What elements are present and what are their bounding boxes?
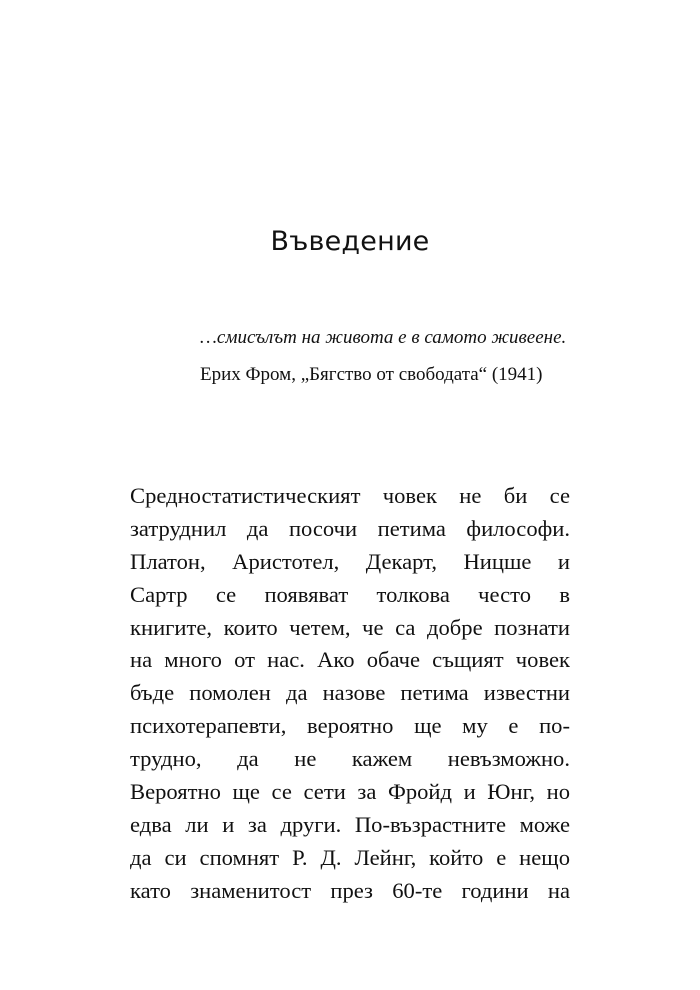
paragraph-line: трудно, да не кажем невъзможно. [130, 746, 570, 772]
paragraph-line: затруднил да посочи петима философи. [130, 515, 570, 541]
paragraph-line: Вероятно ще се сети за Фройд и Юнг, но [130, 779, 570, 805]
paragraph-line: да си спомнят Р. Д. Лейнг, който е нещо [130, 844, 570, 870]
paragraph-line: на много от нас. Ако обаче същият човек [130, 647, 570, 673]
epigraph [200, 324, 570, 389]
paragraph-line: Платон, Аристотел, Декарт, Ницше и [130, 548, 570, 574]
paragraph-line: Средностатистическият човек не би се [130, 483, 570, 508]
epigraph-attribution: Ерих Фром, „Бягство от свободата“ (1941) [200, 364, 543, 385]
paragraph-line: като знаменитост през 60-те години на [130, 877, 570, 903]
paragraph-line: едва ли и за други. По-възрастните може [130, 811, 570, 837]
body-paragraph [130, 480, 570, 908]
epigraph-quote: …смисълът на живота е в самото живеене. [200, 327, 567, 348]
paragraph-line: Сартр се появяват толкова често в [130, 581, 570, 607]
chapter-title: Въведение [270, 226, 430, 257]
paragraph-line: бъде помолен да назове петима известни [130, 680, 570, 706]
paragraph-line: книгите, които четем, че са добре познати [130, 614, 570, 640]
paragraph-line: психотерапевти, вероятно ще му е по- [130, 713, 570, 739]
